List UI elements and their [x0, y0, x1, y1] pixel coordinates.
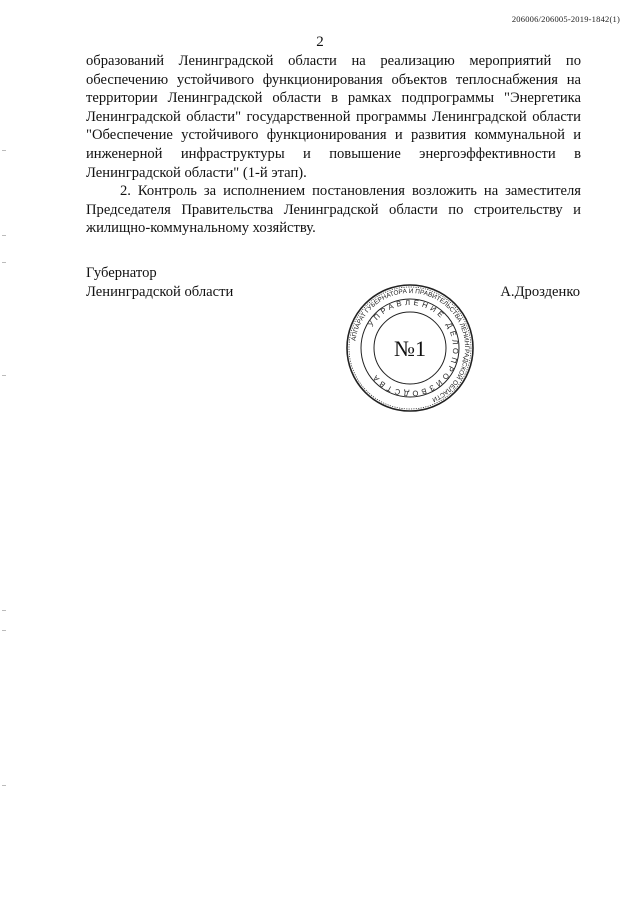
stamp-number: №1 [394, 336, 426, 361]
signatory-name: А.Дрозденко [500, 284, 580, 300]
signatory-title [86, 264, 233, 301]
stamp-inner-text: УПРАВЛЕНИЕ ДЕЛОПРОИЗВОДСТВА [366, 297, 461, 399]
document-id: 206006/206005-2019-1842(1) [511, 14, 620, 24]
signatory-title-line-2: Ленинградской области [86, 283, 234, 300]
document-body [86, 52, 581, 238]
paragraph-2: 2. Контроль за исполнением постановления возложить на заместителя Председателя Правительства Ленинградской области по строительству и жилищно-коммунальному хозяйству. [86, 183, 581, 237]
official-stamp [345, 283, 475, 413]
signatory-title-line-1: Губернатор [86, 265, 157, 281]
stamp-outer-text: АППАРАТ ГУБЕРНАТОРА И ПРАВИТЕЛЬСТВА ЛЕНИНГРАДСКОЙ ОБЛАСТИ [350, 287, 471, 404]
paragraph-1: образований Ленинградской области на реализацию мероприятий по обеспечению устойчивого функционирования объектов теплоснабжения на территории Ленинградской области в рамках подпрограммы "Энергетика Ленинградской области" государственной программы Ленинградской области "Обеспечение устойчивого функционирования и развития коммунальной и инженерной инфраструктуры и повышение энергоэффективности в Ленинградской области" (1-й этап). [86, 53, 581, 181]
page-number: 2 [316, 34, 324, 50]
